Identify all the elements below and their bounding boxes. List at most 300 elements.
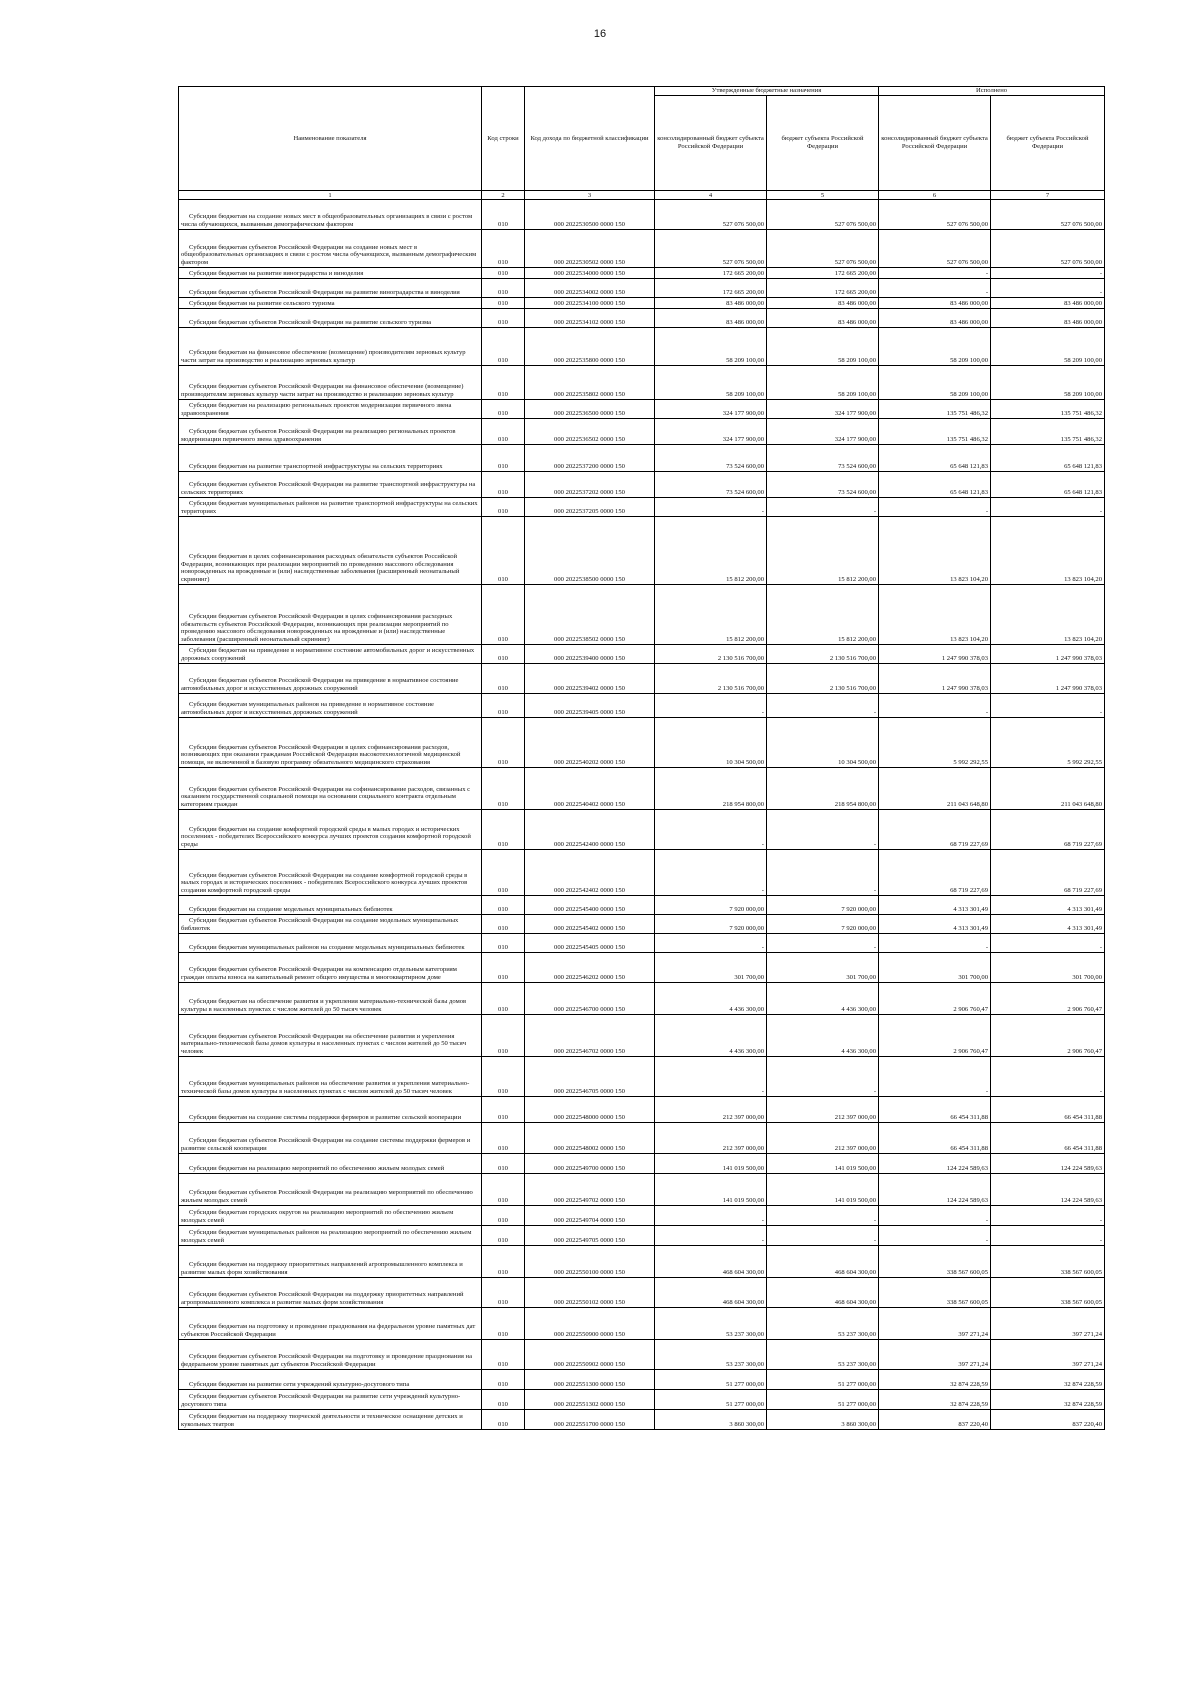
row-line-code: 010 [482, 268, 525, 279]
row-executed-subject: 135 751 486,32 [991, 419, 1105, 445]
row-name: Субсидии бюджетам на финансовое обеспечение (возмещение) производителям зерновых культур части затрат на производство и реализацию зерновых культур [181, 349, 466, 365]
row-kbk-code: 000 2022549700 0000 150 [525, 1154, 655, 1174]
row-kbk-code: 000 2022539400 0000 150 [525, 645, 655, 664]
header-executed-consolidated: консолидированный бюджет субъекта Российской Федерации [879, 96, 991, 191]
header-budget-classification-code: Код дохода по бюджетной классификации [525, 87, 655, 191]
row-executed-consolidated: 5 992 292,55 [879, 718, 991, 768]
row-executed-consolidated: 338 567 600,05 [879, 1246, 991, 1278]
row-approved-consolidated: 3 860 300,00 [655, 1410, 767, 1430]
row-name-cell [179, 268, 482, 279]
row-name-cell [179, 1206, 482, 1226]
row-approved-consolidated: 468 604 300,00 [655, 1246, 767, 1278]
row-kbk-code: 000 2022530502 0000 150 [525, 230, 655, 268]
row-name-cell [179, 585, 482, 645]
row-line-code: 010 [482, 645, 525, 664]
row-executed-consolidated: 1 247 990 378,03 [879, 664, 991, 694]
row-kbk-code: 000 2022551700 0000 150 [525, 1410, 655, 1430]
table-row [179, 517, 1105, 585]
row-approved-consolidated: 4 436 300,00 [655, 983, 767, 1015]
row-approved-subject: 172 665 200,00 [767, 279, 879, 298]
row-line-code: 010 [482, 445, 525, 472]
row-kbk-code: 000 2022535800 0000 150 [525, 328, 655, 366]
row-executed-subject: 1 247 990 378,03 [991, 664, 1105, 694]
row-executed-consolidated: 124 224 589,63 [879, 1154, 991, 1174]
row-name-cell [179, 1097, 482, 1123]
row-kbk-code: 000 2022548002 0000 150 [525, 1123, 655, 1154]
table-row [179, 1390, 1105, 1410]
table-row [179, 934, 1105, 953]
row-line-code: 010 [482, 983, 525, 1015]
table-row [179, 309, 1105, 328]
row-approved-subject: - [767, 934, 879, 953]
table-row [179, 268, 1105, 279]
row-name: Субсидии бюджетам субъектов Российской Федерации на финансовое обеспечение (возмещение) производителям зерновых культур части затрат на производство и реализацию зерновых культур [181, 383, 464, 399]
row-kbk-code: 000 2022540402 0000 150 [525, 768, 655, 810]
table-row [179, 810, 1105, 850]
row-line-code: 010 [482, 953, 525, 983]
row-executed-subject: - [991, 1226, 1105, 1246]
row-executed-consolidated: 4 313 301,49 [879, 915, 991, 934]
row-kbk-code: 000 2022546700 0000 150 [525, 983, 655, 1015]
row-name-cell [179, 768, 482, 810]
row-approved-consolidated: 141 019 500,00 [655, 1174, 767, 1206]
row-executed-consolidated: 66 454 311,88 [879, 1123, 991, 1154]
row-approved-consolidated: - [655, 1206, 767, 1226]
row-line-code: 010 [482, 934, 525, 953]
row-executed-subject: 68 719 227,69 [991, 850, 1105, 896]
row-kbk-code: 000 2022546705 0000 150 [525, 1057, 655, 1097]
row-approved-subject: 3 860 300,00 [767, 1410, 879, 1430]
row-executed-subject: 5 992 292,55 [991, 718, 1105, 768]
row-name: Субсидии бюджетам на приведение в нормативное состояние автомобильных дорог и искусственных дорожных сооружений [181, 647, 475, 663]
row-executed-consolidated: 527 076 500,00 [879, 230, 991, 268]
row-executed-subject: 527 076 500,00 [991, 230, 1105, 268]
column-number: 3 [525, 191, 655, 200]
row-name: Субсидии бюджетам на создание комфортной городской среды в малых городах и исторических поселениях - победителях Всероссийского конкурса лучших проектов создания комфортной городской среды [181, 825, 471, 849]
table-row [179, 1246, 1105, 1278]
row-executed-consolidated: 301 700,00 [879, 953, 991, 983]
row-executed-consolidated: - [879, 1206, 991, 1226]
row-approved-subject: 83 486 000,00 [767, 309, 879, 328]
row-kbk-code: 000 2022534100 0000 150 [525, 298, 655, 309]
row-name-cell [179, 1278, 482, 1308]
row-executed-consolidated: 13 823 104,20 [879, 517, 991, 585]
row-approved-subject: 468 604 300,00 [767, 1246, 879, 1278]
row-name: Субсидии бюджетам муниципальных районов на создание модельных муниципальных библиотек [189, 944, 465, 952]
row-name-cell [179, 1340, 482, 1370]
row-name: Субсидии бюджетам муниципальных районов на обеспечение развития и укрепления материально-технической базы домов культуры в населенных пунктах с числом жителей до 50 тысяч человек [181, 1080, 470, 1096]
row-executed-subject: 65 648 121,83 [991, 445, 1105, 472]
row-line-code: 010 [482, 1390, 525, 1410]
table-row [179, 664, 1105, 694]
row-approved-subject: 83 486 000,00 [767, 298, 879, 309]
row-approved-subject: 15 812 200,00 [767, 517, 879, 585]
row-executed-subject: 2 906 760,47 [991, 1015, 1105, 1057]
row-name-cell [179, 934, 482, 953]
row-executed-consolidated: 58 209 100,00 [879, 366, 991, 400]
table-row [179, 200, 1105, 230]
table-row [179, 1308, 1105, 1340]
row-executed-consolidated: 527 076 500,00 [879, 200, 991, 230]
row-executed-subject: - [991, 268, 1105, 279]
table-row [179, 1015, 1105, 1057]
row-executed-consolidated: 65 648 121,83 [879, 445, 991, 472]
row-name: Субсидии бюджетам субъектов Российской Федерации на создание системы поддержки фермеров и развитие сельской кооперации [181, 1137, 471, 1153]
row-name-cell [179, 953, 482, 983]
row-name-cell [179, 472, 482, 498]
row-executed-subject: 2 906 760,47 [991, 983, 1105, 1015]
row-name-cell [179, 1370, 482, 1390]
row-approved-subject: 73 524 600,00 [767, 472, 879, 498]
table-row [179, 1226, 1105, 1246]
row-line-code: 010 [482, 1154, 525, 1174]
row-executed-consolidated: 68 719 227,69 [879, 850, 991, 896]
row-approved-subject: 51 277 000,00 [767, 1390, 879, 1410]
row-executed-subject: 397 271,24 [991, 1308, 1105, 1340]
row-executed-subject: 13 823 104,20 [991, 517, 1105, 585]
row-kbk-code: 000 2022545405 0000 150 [525, 934, 655, 953]
row-name: Субсидии бюджетам субъектов Российской Федерации в целях софинансирования расходов, возникающих при оказании гражданам Российской Федерации высокотехнологичной медицинской помощи, не включенной в базовую программу обязательного медицинского страхования [181, 743, 461, 767]
row-line-code: 010 [482, 298, 525, 309]
row-approved-consolidated: 324 177 900,00 [655, 419, 767, 445]
table-row [179, 585, 1105, 645]
row-name: Субсидии бюджетам субъектов Российской Федерации на развитие сельского туризма [189, 319, 432, 327]
row-executed-consolidated: - [879, 694, 991, 718]
row-approved-subject: 218 954 800,00 [767, 768, 879, 810]
table-row [179, 230, 1105, 268]
row-name: Субсидии бюджетам субъектов Российской Федерации на развитие сети учреждений культурно-досугового типа [181, 1393, 461, 1409]
row-executed-consolidated: 837 220,40 [879, 1410, 991, 1430]
row-line-code: 010 [482, 585, 525, 645]
row-line-code: 010 [482, 1174, 525, 1206]
row-executed-subject: 68 719 227,69 [991, 810, 1105, 850]
row-kbk-code: 000 2022545402 0000 150 [525, 915, 655, 934]
row-line-code: 010 [482, 1246, 525, 1278]
row-line-code: 010 [482, 1097, 525, 1123]
row-approved-subject: - [767, 810, 879, 850]
table-row [179, 400, 1105, 419]
row-line-code: 010 [482, 328, 525, 366]
row-kbk-code: 000 2022536500 0000 150 [525, 400, 655, 419]
row-name: Субсидии бюджетам субъектов Российской Федерации на обеспечение развития и укрепления материально-технической базы домов культуры в населенных пунктах с числом жителей до 50 тысяч человек [181, 1032, 467, 1056]
table-row [179, 1097, 1105, 1123]
row-executed-subject: 58 209 100,00 [991, 328, 1105, 366]
row-approved-consolidated: - [655, 850, 767, 896]
row-name-cell [179, 983, 482, 1015]
row-kbk-code: 000 2022542402 0000 150 [525, 850, 655, 896]
row-executed-subject: 83 486 000,00 [991, 309, 1105, 328]
row-kbk-code: 000 2022539402 0000 150 [525, 664, 655, 694]
table-row [179, 1278, 1105, 1308]
row-approved-subject: - [767, 1057, 879, 1097]
row-executed-subject: 124 224 589,63 [991, 1154, 1105, 1174]
row-approved-consolidated: - [655, 694, 767, 718]
row-name: Субсидии бюджетам субъектов Российской Федерации на реализацию мероприятий по обеспечению жильем молодых семей [181, 1189, 473, 1205]
row-executed-consolidated: 1 247 990 378,03 [879, 645, 991, 664]
row-executed-consolidated: 68 719 227,69 [879, 810, 991, 850]
row-approved-subject: 53 237 300,00 [767, 1308, 879, 1340]
row-approved-subject: 141 019 500,00 [767, 1174, 879, 1206]
row-executed-subject: 135 751 486,32 [991, 400, 1105, 419]
table-row [179, 694, 1105, 718]
row-approved-consolidated: 73 524 600,00 [655, 445, 767, 472]
row-name: Субсидии бюджетам городских округов на реализацию мероприятий по обеспечению жильем молодых семей [181, 1209, 454, 1225]
row-name-cell [179, 366, 482, 400]
row-approved-consolidated: 53 237 300,00 [655, 1340, 767, 1370]
row-executed-subject: 66 454 311,88 [991, 1097, 1105, 1123]
row-name: Субсидии бюджетам на развитие виноградарства и виноделия [189, 270, 364, 278]
row-name: Субсидии бюджетам субъектов Российской Федерации на приведение в нормативное состояние автомобильных дорог и искусственных дорожных сооружений [181, 677, 459, 693]
row-executed-subject: 66 454 311,88 [991, 1123, 1105, 1154]
row-kbk-code: 000 2022530500 0000 150 [525, 200, 655, 230]
row-executed-subject: - [991, 694, 1105, 718]
row-kbk-code: 000 2022539405 0000 150 [525, 694, 655, 718]
row-executed-consolidated: 32 874 228,59 [879, 1370, 991, 1390]
row-approved-consolidated: 15 812 200,00 [655, 517, 767, 585]
row-name-cell [179, 1057, 482, 1097]
row-executed-consolidated: 83 486 000,00 [879, 309, 991, 328]
row-executed-subject: 338 567 600,05 [991, 1278, 1105, 1308]
row-name-cell [179, 517, 482, 585]
row-name-cell [179, 1015, 482, 1057]
column-number: 7 [991, 191, 1105, 200]
row-executed-subject: 65 648 121,83 [991, 472, 1105, 498]
header-approved-consolidated: консолидированный бюджет субъекта Российской Федерации [655, 96, 767, 191]
row-executed-subject: 527 076 500,00 [991, 200, 1105, 230]
row-name-cell [179, 915, 482, 934]
row-approved-consolidated: - [655, 498, 767, 517]
row-executed-consolidated: 13 823 104,20 [879, 585, 991, 645]
row-approved-subject: 301 700,00 [767, 953, 879, 983]
row-line-code: 010 [482, 718, 525, 768]
row-approved-consolidated: 2 130 516 700,00 [655, 664, 767, 694]
row-kbk-code: 000 2022549704 0000 150 [525, 1206, 655, 1226]
table-row [179, 645, 1105, 664]
row-name: Субсидии бюджетам муниципальных районов на развитие транспортной инфраструктуры на сельских территориях [181, 500, 478, 516]
row-approved-subject: 468 604 300,00 [767, 1278, 879, 1308]
row-approved-consolidated: 4 436 300,00 [655, 1015, 767, 1057]
budget-execution-table [178, 86, 1105, 1430]
row-executed-consolidated: 135 751 486,32 [879, 419, 991, 445]
row-executed-subject: 338 567 600,05 [991, 1246, 1105, 1278]
row-name-cell [179, 1308, 482, 1340]
table-row [179, 1057, 1105, 1097]
table-row [179, 279, 1105, 298]
row-name-cell [179, 896, 482, 915]
row-executed-consolidated: - [879, 934, 991, 953]
row-name: Субсидии бюджетам субъектов Российской Федерации на подготовку и проведение празднования на федеральном уровне памятных дат субъектов Российской Федерации [181, 1353, 472, 1369]
row-kbk-code: 000 2022550902 0000 150 [525, 1340, 655, 1370]
row-approved-subject: 324 177 900,00 [767, 400, 879, 419]
column-number: 5 [767, 191, 879, 200]
row-name: Субсидии бюджетам на реализацию региональных проектов модернизации первичного звена здравоохранения [181, 402, 452, 418]
row-line-code: 010 [482, 1123, 525, 1154]
row-executed-subject: 32 874 228,59 [991, 1370, 1105, 1390]
row-executed-subject: - [991, 498, 1105, 517]
table-row [179, 1340, 1105, 1370]
row-line-code: 010 [482, 309, 525, 328]
row-kbk-code: 000 2022535802 0000 150 [525, 366, 655, 400]
row-kbk-code: 000 2022534002 0000 150 [525, 279, 655, 298]
row-name: Субсидии бюджетам на поддержку приоритетных направлений агропромышленного комплекса и развитие малых форм хозяйствования [181, 1261, 463, 1277]
row-name-cell [179, 298, 482, 309]
row-executed-consolidated: - [879, 279, 991, 298]
row-executed-subject: 83 486 000,00 [991, 298, 1105, 309]
row-line-code: 010 [482, 1057, 525, 1097]
row-kbk-code: 000 2022548000 0000 150 [525, 1097, 655, 1123]
row-approved-consolidated: 7 920 000,00 [655, 896, 767, 915]
row-name-cell [179, 850, 482, 896]
row-approved-subject: 51 277 000,00 [767, 1370, 879, 1390]
row-approved-consolidated: 58 209 100,00 [655, 366, 767, 400]
table-row [179, 850, 1105, 896]
row-executed-subject: 32 874 228,59 [991, 1390, 1105, 1410]
row-name-cell [179, 445, 482, 472]
row-approved-consolidated: - [655, 934, 767, 953]
table-row [179, 419, 1105, 445]
row-name: Субсидии бюджетам на создание модельных муниципальных библиотек [189, 906, 393, 914]
table-row [179, 366, 1105, 400]
row-kbk-code: 000 2022537205 0000 150 [525, 498, 655, 517]
row-executed-subject: - [991, 279, 1105, 298]
table-row [179, 1206, 1105, 1226]
row-approved-consolidated: 2 130 516 700,00 [655, 645, 767, 664]
row-name-cell [179, 1390, 482, 1410]
table-row [179, 983, 1105, 1015]
row-line-code: 010 [482, 1340, 525, 1370]
row-name: Субсидии бюджетам субъектов Российской Федерации на реализацию региональных проектов модернизации первичного звена здравоохранения [181, 428, 456, 444]
row-approved-subject: 324 177 900,00 [767, 419, 879, 445]
row-name-cell [179, 328, 482, 366]
row-line-code: 010 [482, 517, 525, 585]
column-number: 6 [879, 191, 991, 200]
row-executed-subject: - [991, 1206, 1105, 1226]
table-row [179, 498, 1105, 517]
row-name: Субсидии бюджетам субъектов Российской Федерации на компенсацию отдельным категориям граждан оплаты взноса на капитальный ремонт общего имущества в многоквартирном доме [181, 966, 457, 982]
row-name-cell [179, 645, 482, 664]
row-name-cell [179, 279, 482, 298]
table-row [179, 1174, 1105, 1206]
row-kbk-code: 000 2022549702 0000 150 [525, 1174, 655, 1206]
row-name: Субсидии бюджетам субъектов Российской Федерации на софинансирование расходов, связанных с оказанием государственной социальной помощи на основании социального контракта отдельным категориям граждан [181, 785, 471, 809]
row-approved-consolidated: 218 954 800,00 [655, 768, 767, 810]
row-name: Субсидии бюджетам субъектов Российской Федерации на развитие виноградарства и виноделия [189, 289, 460, 297]
row-name: Субсидии бюджетам муниципальных районов на реализацию мероприятий по обеспечению жильем молодых семей [181, 1229, 472, 1245]
header-approved-subject: бюджет субъекта Российской Федерации [767, 96, 879, 191]
column-number: 4 [655, 191, 767, 200]
row-name-cell [179, 419, 482, 445]
row-name: Субсидии бюджетам на поддержку творческой деятельности и техническое оснащение детских и кукольных театров [181, 1413, 463, 1429]
header-executed-subject: бюджет субъекта Российской Федерации [991, 96, 1105, 191]
row-name: Субсидии бюджетам субъектов Российской Федерации на создание модельных муниципальных библиотек [181, 917, 459, 933]
row-executed-subject: 837 220,40 [991, 1410, 1105, 1430]
column-number: 1 [179, 191, 482, 200]
row-executed-subject: 397 271,24 [991, 1340, 1105, 1370]
row-approved-consolidated: 172 665 200,00 [655, 268, 767, 279]
row-executed-consolidated: 2 906 760,47 [879, 983, 991, 1015]
row-approved-subject: 4 436 300,00 [767, 1015, 879, 1057]
row-executed-consolidated: 4 313 301,49 [879, 896, 991, 915]
row-approved-subject: - [767, 1226, 879, 1246]
row-line-code: 010 [482, 498, 525, 517]
row-approved-subject: 527 076 500,00 [767, 230, 879, 268]
row-approved-consolidated: 527 076 500,00 [655, 200, 767, 230]
row-approved-consolidated: 7 920 000,00 [655, 915, 767, 934]
row-kbk-code: 000 2022538500 0000 150 [525, 517, 655, 585]
table-row [179, 718, 1105, 768]
row-approved-subject: 7 920 000,00 [767, 915, 879, 934]
row-line-code: 010 [482, 366, 525, 400]
row-approved-consolidated: 141 019 500,00 [655, 1154, 767, 1174]
row-executed-subject: 58 209 100,00 [991, 366, 1105, 400]
row-name: Субсидии бюджетам на создание новых мест в общеобразовательных организациях в связи с ростом числа обучающихся, вызванным демографическим фактором [181, 213, 473, 229]
row-approved-subject: 4 436 300,00 [767, 983, 879, 1015]
header-line-code: Код строки [482, 87, 525, 191]
row-line-code: 010 [482, 768, 525, 810]
row-kbk-code: 000 2022550900 0000 150 [525, 1308, 655, 1340]
page-number: 16 [593, 28, 607, 40]
row-line-code: 010 [482, 472, 525, 498]
row-approved-subject: 7 920 000,00 [767, 896, 879, 915]
row-name-cell [179, 1410, 482, 1430]
row-kbk-code: 000 2022542400 0000 150 [525, 810, 655, 850]
row-name-cell [179, 230, 482, 268]
row-line-code: 010 [482, 1015, 525, 1057]
row-executed-consolidated: 397 271,24 [879, 1308, 991, 1340]
row-executed-consolidated: - [879, 1057, 991, 1097]
row-line-code: 010 [482, 694, 525, 718]
row-line-code: 010 [482, 664, 525, 694]
row-approved-consolidated: 83 486 000,00 [655, 298, 767, 309]
row-line-code: 010 [482, 1410, 525, 1430]
row-line-code: 010 [482, 200, 525, 230]
row-name-cell [179, 200, 482, 230]
row-line-code: 010 [482, 419, 525, 445]
row-approved-consolidated: 83 486 000,00 [655, 309, 767, 328]
row-executed-consolidated: 2 906 760,47 [879, 1015, 991, 1057]
table-row [179, 1370, 1105, 1390]
row-approved-subject: 2 130 516 700,00 [767, 645, 879, 664]
row-approved-subject: 2 130 516 700,00 [767, 664, 879, 694]
row-name: Субсидии бюджетам субъектов Российской Федерации на создание комфортной городской среды в малых городах и исторических поселениях - победителях Всероссийского конкурса лучших проектов создания комфортной городской среды [181, 871, 468, 895]
row-name-cell [179, 664, 482, 694]
row-name-cell [179, 1226, 482, 1246]
row-executed-subject: 4 313 301,49 [991, 915, 1105, 934]
row-executed-subject: - [991, 1057, 1105, 1097]
row-name: Субсидии бюджетам субъектов Российской Федерации на развитие транспортной инфраструктуры на сельских территориях [181, 481, 476, 497]
row-kbk-code: 000 2022534000 0000 150 [525, 268, 655, 279]
row-kbk-code: 000 2022537202 0000 150 [525, 472, 655, 498]
row-name-cell [179, 498, 482, 517]
row-name-cell [179, 694, 482, 718]
row-approved-subject: 212 397 000,00 [767, 1097, 879, 1123]
row-name-cell [179, 309, 482, 328]
row-approved-consolidated: 301 700,00 [655, 953, 767, 983]
row-executed-consolidated: 124 224 589,63 [879, 1174, 991, 1206]
row-approved-consolidated: 212 397 000,00 [655, 1097, 767, 1123]
row-approved-subject: - [767, 498, 879, 517]
row-approved-subject: 172 665 200,00 [767, 268, 879, 279]
row-approved-consolidated: 527 076 500,00 [655, 230, 767, 268]
row-executed-consolidated: 66 454 311,88 [879, 1097, 991, 1123]
row-line-code: 010 [482, 1206, 525, 1226]
row-name-cell [179, 718, 482, 768]
row-line-code: 010 [482, 1226, 525, 1246]
row-executed-consolidated: 338 567 600,05 [879, 1278, 991, 1308]
table-row [179, 1123, 1105, 1154]
row-executed-consolidated: 65 648 121,83 [879, 472, 991, 498]
row-kbk-code: 000 2022534102 0000 150 [525, 309, 655, 328]
